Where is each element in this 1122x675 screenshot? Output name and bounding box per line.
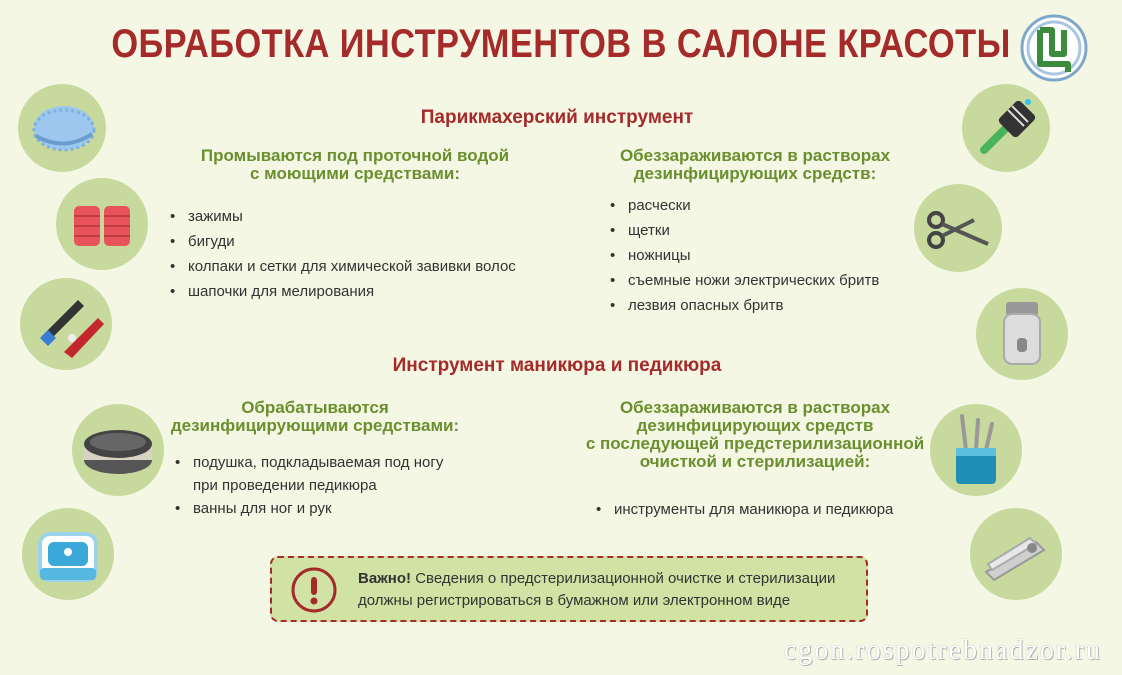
nail-clipper-icon (970, 508, 1062, 600)
electric-shaver-icon (976, 288, 1068, 380)
hair-disinfect-list (610, 197, 930, 322)
list-item: • бигуди (170, 233, 570, 251)
hair-brush-icon (962, 84, 1050, 172)
manicure-left-heading: Обрабатываются дезинфицирующими средствами: (170, 398, 460, 435)
list-item: • колпаки и сетки для химической завивки волос (170, 258, 570, 276)
manicure-treat-list (175, 454, 495, 525)
list-item: • щетки (610, 222, 930, 240)
site-watermark: cgon.rospotrebnadzor.ru (783, 635, 1102, 666)
hair-clips-icon (20, 278, 112, 370)
manicure-section-title: Инструмент маникюра и педикюра (392, 355, 722, 376)
list-item: • расчески (610, 197, 930, 215)
hair-right-heading: Обеззараживаются в растворах дезинфицирующих средств: (619, 146, 891, 183)
hair-left-heading: Промываются под проточной водой с моющими средствами: (200, 146, 510, 183)
shower-cap-icon (18, 84, 106, 172)
important-label: Важно! (358, 570, 412, 587)
hair-section-title: Парикмахерский инструмент (420, 107, 694, 128)
list-item: • ванны для ног и рук (175, 500, 495, 518)
list-item: • ножницы (610, 247, 930, 265)
page-title: ОБРАБОТКА ИНСТРУМЕНТОВ В САЛОНЕ КРАСОТЫ (111, 22, 1011, 66)
manicure-disinfect-list (596, 501, 936, 526)
hair-wash-list (170, 208, 570, 308)
list-item: • лезвия опасных бритв (610, 297, 930, 315)
list-item: • подушка, подкладываемая под ногу при проведении педикюра (175, 454, 495, 495)
hair-rollers-icon (56, 178, 148, 270)
exclamation-icon (290, 566, 338, 614)
important-note-box (270, 556, 868, 622)
list-item: • съемные ножи электрических бритв (610, 272, 930, 290)
rospotrebnadzor-logo-icon (1020, 14, 1088, 82)
foot-bath-icon (22, 508, 114, 600)
manicure-right-heading: Обеззараживаются в растворах дезинфицирующих средств с последующей предстерилизационной очисткой и стерилизацией: (585, 398, 925, 471)
list-item: • зажимы (170, 208, 570, 226)
manicure-tools-cup-icon (930, 404, 1022, 496)
list-item: • шапочки для мелирования (170, 283, 570, 301)
list-item: • инструменты для маникюра и педикюра (596, 501, 936, 519)
pedicure-cushion-icon (72, 404, 164, 496)
important-note-text: Важно! Сведения о предстерилизационной очистке и стерилизации должны регистрироваться в бумажном или электронном виде (358, 570, 836, 609)
